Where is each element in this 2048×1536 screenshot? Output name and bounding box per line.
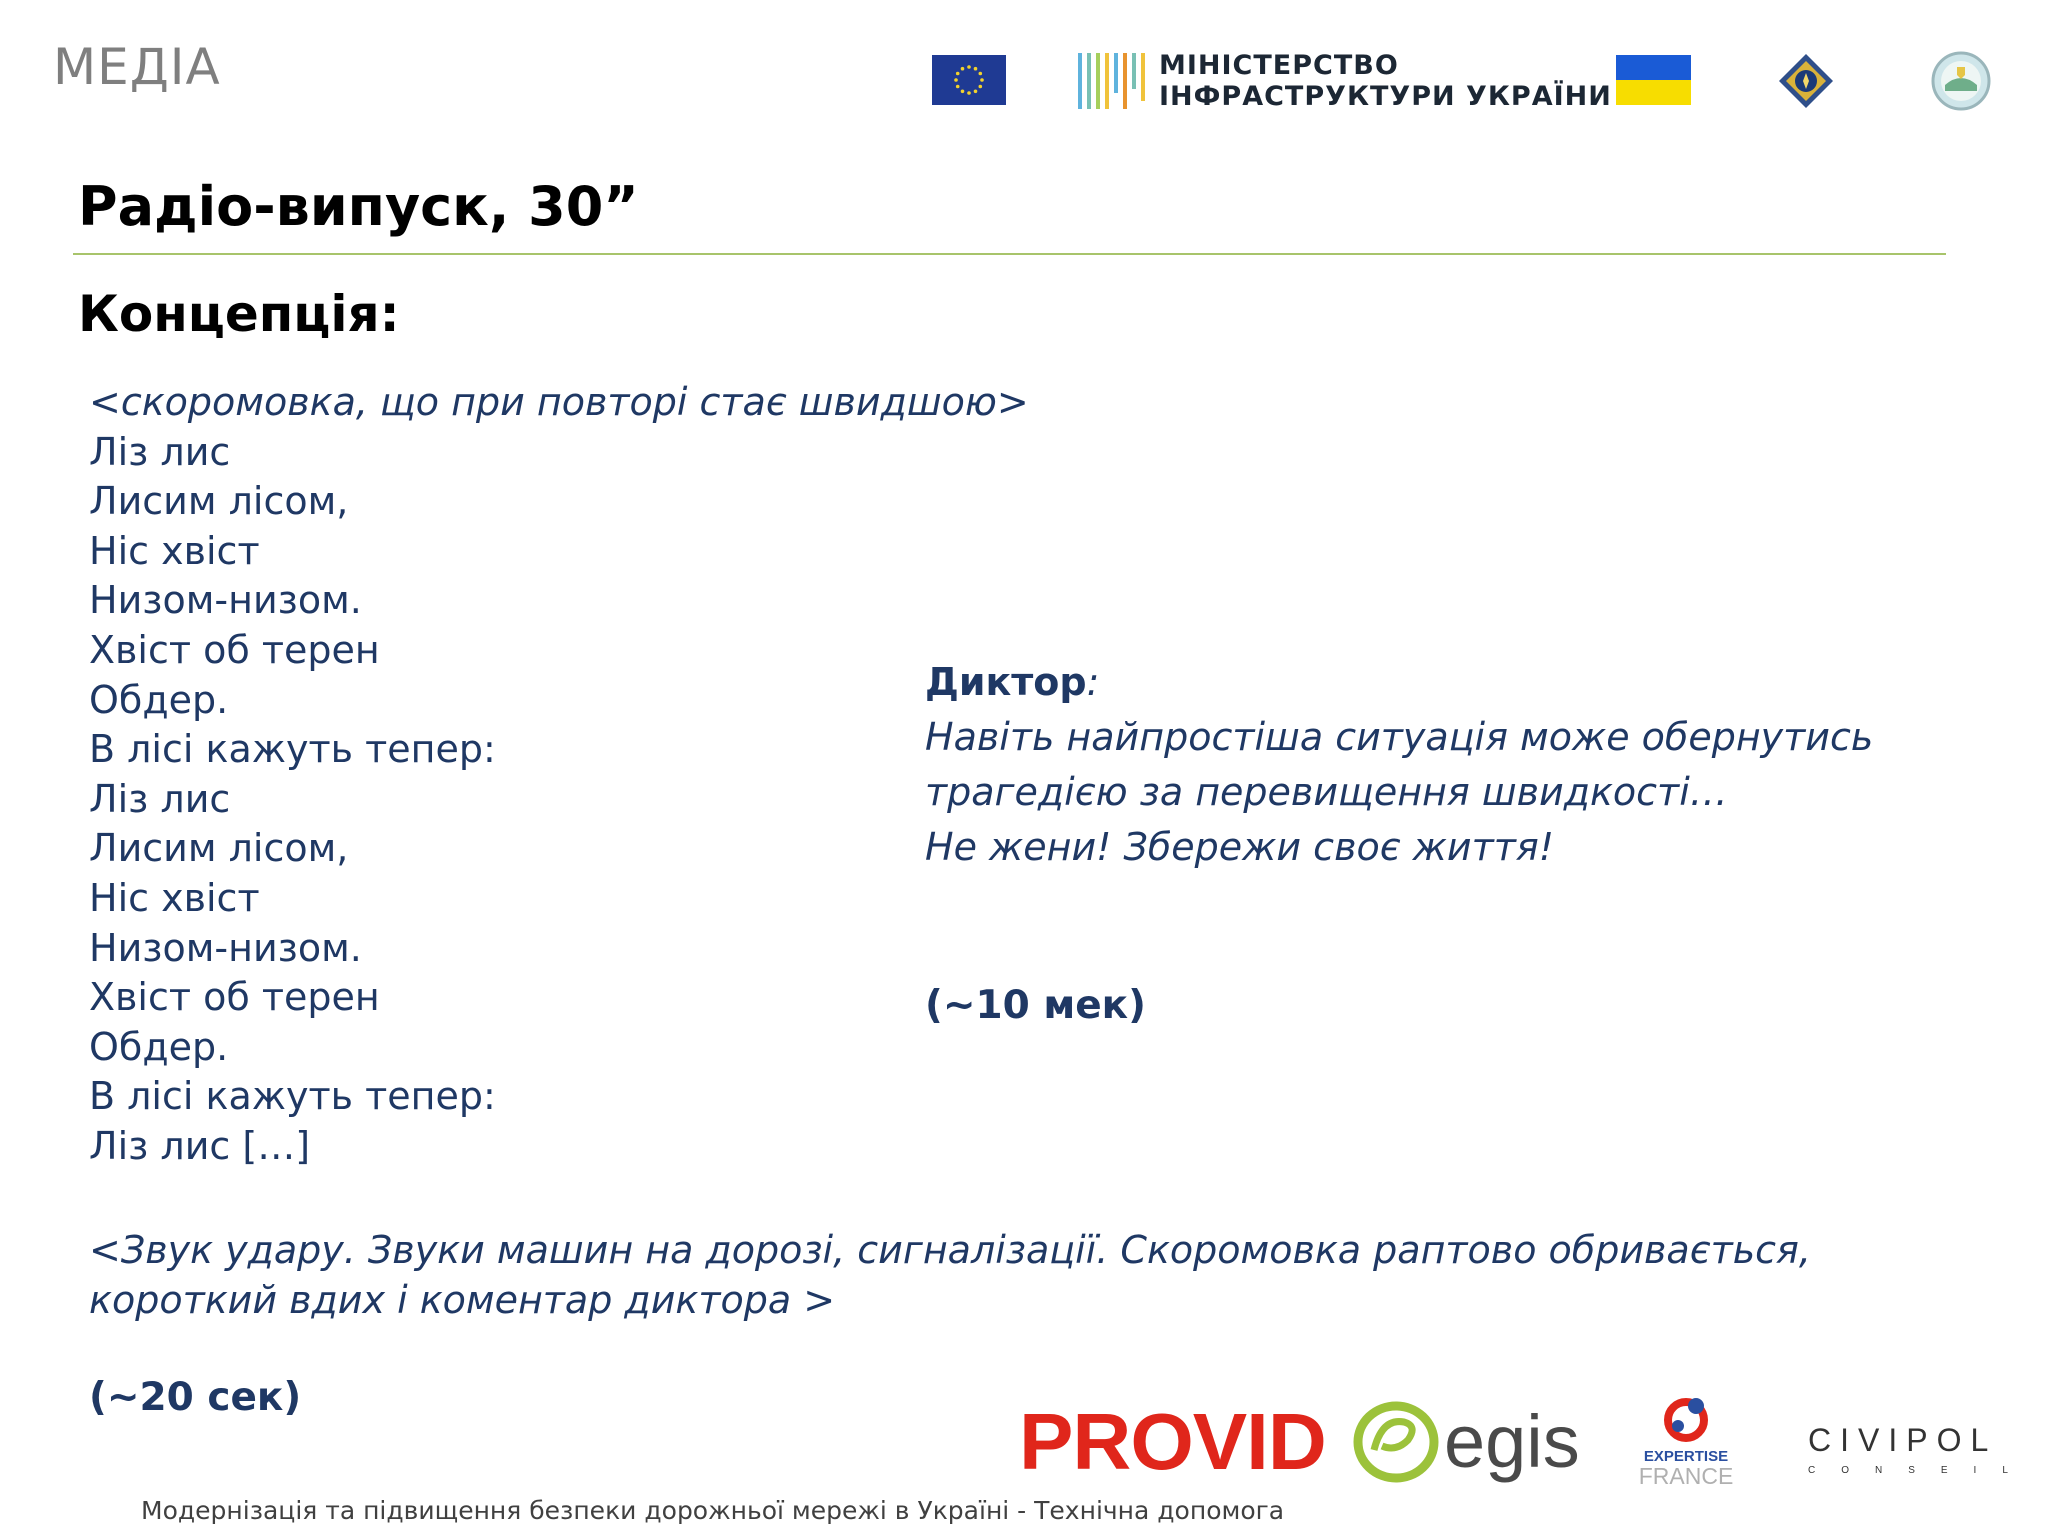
twister-duration: (~20 сек) bbox=[89, 1375, 302, 1420]
script-line: Обдер. bbox=[89, 1024, 229, 1069]
concept-heading: Концепція: bbox=[78, 285, 400, 343]
tongue-twister-block bbox=[89, 378, 1029, 1172]
france-text: FRANCE bbox=[1638, 1463, 1734, 1489]
slide-title: Радіо-випуск, 30” bbox=[78, 175, 639, 238]
expertise-france-symbol-icon bbox=[1660, 1396, 1712, 1444]
announcer-label-colon: : bbox=[1086, 660, 1100, 704]
script-line: Ліз лис bbox=[89, 429, 231, 474]
announcer-line: Не жени! Збережи своє життя! bbox=[925, 825, 1554, 869]
egis-text: egis bbox=[1444, 1400, 1580, 1483]
ministry-bars-icon bbox=[1078, 53, 1145, 109]
sound-note-line: <Звук удару. Звуки машин на дорозі, сигналізації. Скоромовка раптово обривається, bbox=[89, 1228, 1811, 1272]
announcer-line: трагедією за перевищення швидкості… bbox=[925, 770, 1728, 814]
script-line: Ліз лис […] bbox=[89, 1123, 311, 1168]
intro-note: <скоромовка, що при повторі стає швидшою> bbox=[89, 380, 1029, 424]
script-line: Низом-низом. bbox=[89, 578, 362, 623]
script-line: Хвіст об терен bbox=[89, 627, 380, 672]
footer-caption: Модернізація та підвищення безпеки дорожньої мережі в Україні - Технічна допомога bbox=[141, 1496, 1285, 1525]
ministry-name-line2: ІНФРАСТРУКТУРИ УКРАЇНИ bbox=[1159, 81, 1612, 112]
civipol-logo bbox=[1808, 1422, 2034, 1476]
ukraine-flag-logo bbox=[1616, 55, 1691, 105]
script-line: Ніс хвіст bbox=[89, 528, 260, 573]
expertise-text: EXPERTISE bbox=[1643, 1448, 1729, 1465]
announcer-line: Навіть найпростіша ситуація може обернутись bbox=[925, 715, 1874, 759]
script-line: В лісі кажуть тепер: bbox=[89, 727, 496, 772]
script-line: В лісі кажуть тепер: bbox=[89, 1074, 496, 1119]
eu-flag-logo bbox=[932, 55, 1006, 105]
script-line: Лисим лісом, bbox=[89, 826, 349, 871]
script-line: Хвіст об терен bbox=[89, 975, 380, 1020]
expertise-france-logo bbox=[1636, 1396, 1736, 1487]
announcer-block bbox=[925, 655, 1873, 875]
announcer-label: Диктор bbox=[925, 660, 1087, 704]
ministry-logo bbox=[1078, 50, 1612, 112]
egis-logo bbox=[1352, 1399, 1580, 1484]
title-divider bbox=[73, 253, 1946, 255]
egis-e-icon bbox=[1352, 1400, 1440, 1484]
police-emblem-icon bbox=[1777, 52, 1835, 110]
conseil-text: CONSEIL bbox=[1808, 1465, 2034, 1476]
provid-logo: PROVID bbox=[1019, 1397, 1326, 1486]
script-line: Ліз лис bbox=[89, 776, 231, 821]
script-line: Низом-низом. bbox=[89, 925, 362, 970]
road-agency-emblem-icon bbox=[1931, 51, 1991, 111]
script-line: Лисим лісом, bbox=[89, 479, 349, 524]
script-line: Ніс хвіст bbox=[89, 875, 260, 920]
script-line: Обдер. bbox=[89, 677, 229, 722]
ministry-name-line1: МІНІСТЕРСТВО bbox=[1159, 50, 1399, 81]
sound-note-line: короткий вдих і коментар диктора > bbox=[89, 1278, 836, 1322]
sound-effects-note bbox=[89, 1225, 1811, 1325]
announcer-duration: (~10 мек) bbox=[925, 983, 1146, 1028]
civipol-text: CIVIPOL bbox=[1808, 1422, 1998, 1458]
section-label: МЕДІА bbox=[53, 38, 221, 96]
